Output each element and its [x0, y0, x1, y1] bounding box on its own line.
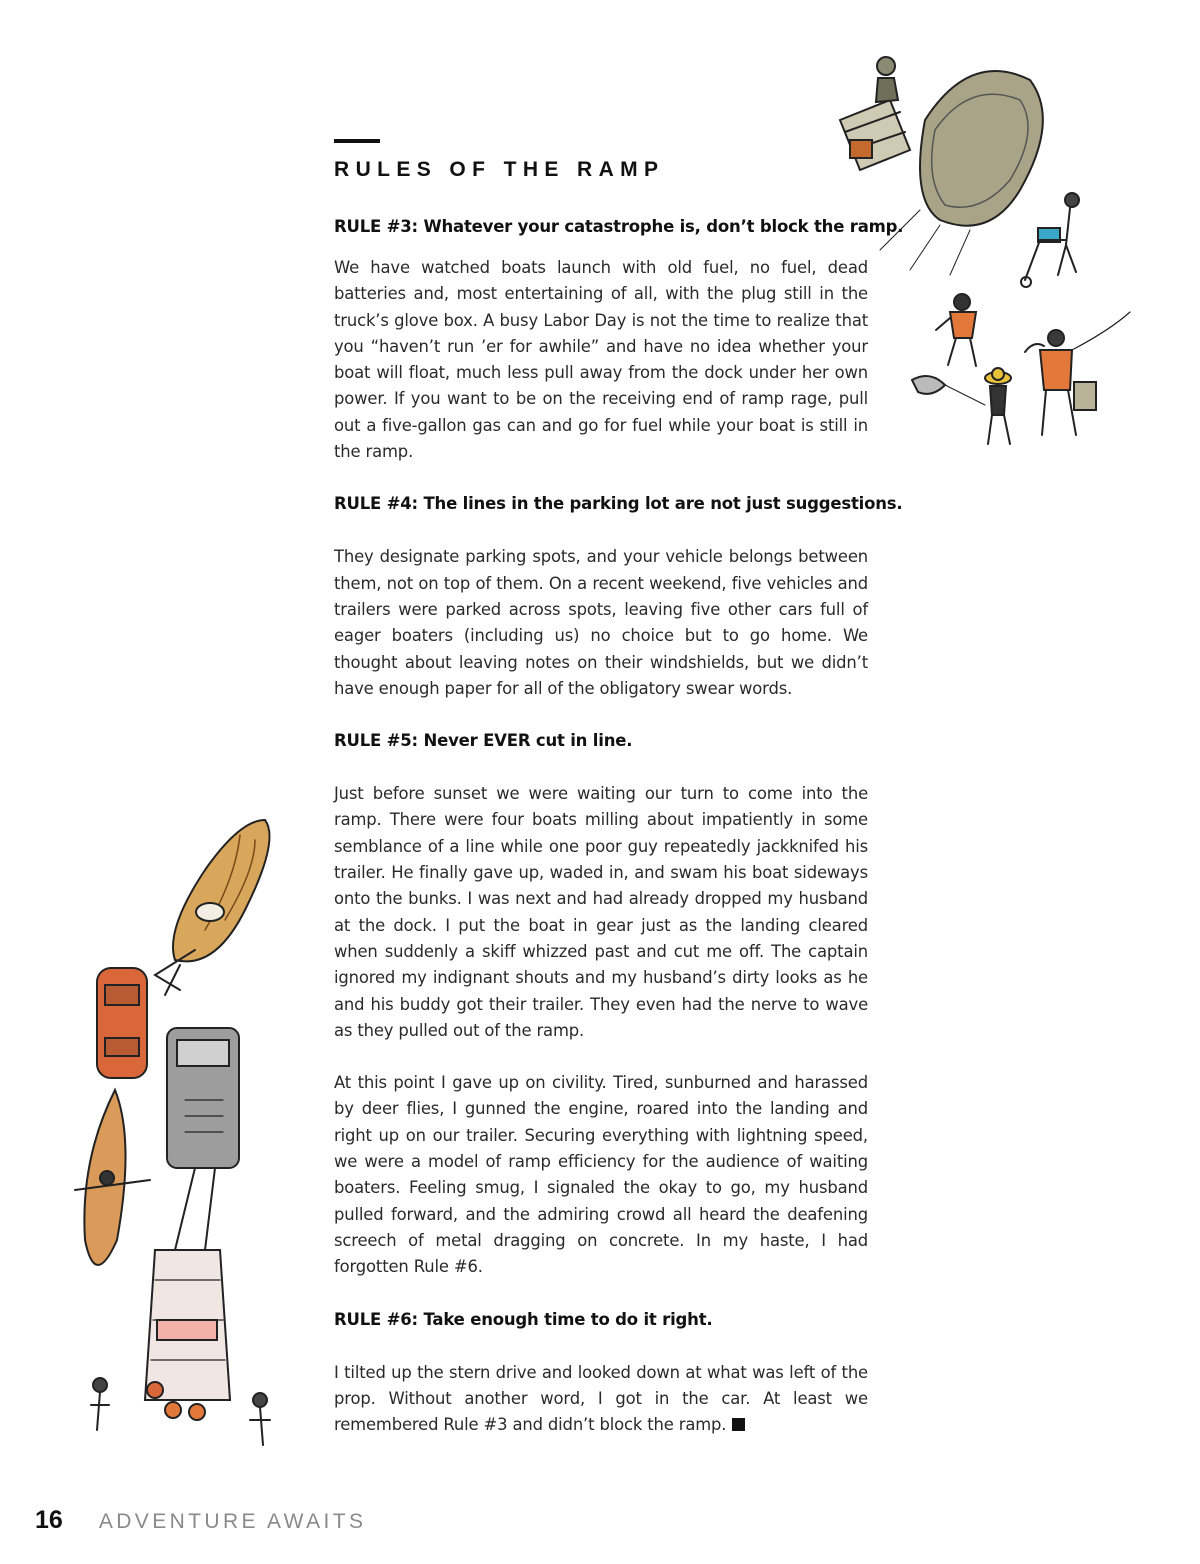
page-number: 16	[35, 1506, 63, 1534]
publication-name: ADVENTURE AWAITS	[98, 1510, 367, 1533]
rule-5-heading: RULE #5: Never EVER cut in line.	[334, 731, 633, 751]
accent-bar	[334, 139, 380, 143]
article-body	[334, 214, 904, 1438]
rule-5-paragraph-1: Just before sunset we were waiting our turn to come into the ramp. There were four boats milling about impatiently in some semblance of a line while one poor guy repeatedly jackknifed his trailer. He finally gave up, waded in, and swam his boat sideways onto the bunks. I was next and had already dropped my husband at the dock. I put the boat in gear just as the landing cleared when suddenly a skiff whizzed past and cut me off. The captain ignored my indignant shouts and my husband’s dirty looks as he and his buddy got their trailer. They even had the nerve to wave as they pulled out of the ramp.	[334, 784, 868, 1040]
rule-6-text: I tilted up the stern drive and looked down at what was left of the prop. Without another word, I got in the car. At least we remembered Rule #3 and didn’t block the ramp.	[334, 1362, 868, 1435]
rule-4-paragraph: They designate parking spots, and your vehicle belongs between them, not on top of them. On a recent weekend, five vehicles and trailers were parked across spots, leaving five other cars full of eager boaters (including us) no choice but to go home. We thought about leaving notes on their windshields, but we didn’t have enough paper for all of the obligatory swear words.	[334, 547, 868, 698]
rule-6-heading: RULE #6: Take enough time to do it right.	[334, 1309, 713, 1329]
rule-6-paragraph	[334, 1360, 868, 1439]
rule-3-heading: RULE #3: Whatever your catastrophe is, don’t block the ramp.	[334, 217, 904, 236]
boat-ramp-people-sketch	[820, 40, 1140, 480]
boats-and-trailers-sketch	[55, 800, 295, 1480]
section-title: RULES OF THE RAMP	[334, 158, 665, 181]
end-mark-icon	[732, 1418, 745, 1431]
page-footer	[35, 1506, 366, 1535]
rule-3-paragraph: We have watched boats launch with old fuel, no fuel, dead batteries and, most entertaining of all, with the plug still in the truck’s glove box. A busy Labor Day is not the time to realize that you “haven’t run ’er for awhile” and have no idea whether your boat will float, much less pull away from the dock under her own power. If you want to be on the receiving end of ramp rage, pull out a five-gallon gas can and go for fuel while your boat is still in the ramp.	[334, 258, 868, 462]
rule-5-paragraph-2: At this point I gave up on civility. Tired, sunburned and harassed by deer flies, I gunned the engine, roared into the landing and right up on our trailer. Securing everything with lightning speed, we were a model of ramp efficiency for the audience of waiting boaters. Feeling smug, I signaled the okay to go, my husband pulled forward, and the admiring crowd all heard the deafening screech of metal dragging on concrete. In my haste, I had forgotten Rule #6.	[334, 1073, 868, 1277]
rule-4-heading: RULE #4: The lines in the parking lot are not just suggestions.	[334, 494, 903, 514]
